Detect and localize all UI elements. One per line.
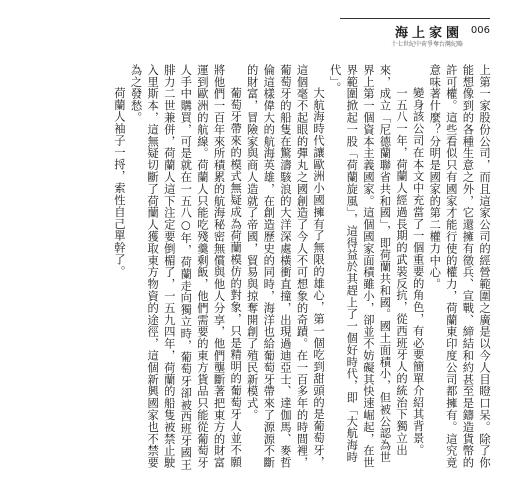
running-header: [340, 18, 490, 53]
paragraph: 大航海時代讓歐洲小國擁有了無限的雄心，第一個吃到甜頭的是葡萄牙，這個毫不起眼的彈丸之國創造了今人不可想象的奇蹟。在一百多年的時間裡，葡萄牙的船隻在驚濤駭浪的大洋深處橫衝直撞，出現過迪亞士、達伽馬、麥哲倫這樣偉大的航海英雄，在創造歷史的同時，海洋也給葡萄牙帶來了源源不斷的財富，冒險家與商人造就了帝國，貿易與掠奪開創了殖民新模式。: [245, 64, 326, 469]
book-title: 海上家園: [394, 26, 463, 41]
paragraph: 葡萄牙帶來的模式無疑成為荷蘭模仿的對象，只是精明的葡萄牙人並不願將他們一百年來所積累的航海秘密無償與他人分享，他們壟斷著把東方的財富運到歐洲的航線。荷蘭人只能吃殘羹剩飯，他們需要的東方貨品只能從葡萄牙人手中購買，可是就在一五八○年，荷蘭走向獨立時，葡萄牙卻被西班牙國王腓力二世兼併，荷蘭人這下注定要倒楣了，一五九四年，荷蘭的船隻被禁止駛入里斯本，這無疑切斷了荷蘭人獲取東方物資的途徑，這個新興國家也不禁要為之發愁。: [129, 64, 243, 471]
body-text: [22, 64, 492, 474]
page-number: 006: [470, 25, 490, 36]
paragraph: 荷蘭人袖子一捋，索性自己單幹了。: [112, 86, 126, 277]
paragraph: 變身該公司在本文中充當了一個重要的角色，有必要簡單介紹其背景。: [411, 86, 425, 456]
paragraph: 一五八一年，荷蘭人經過長期的武裝反抗，從西班牙人的統治下獨立出來，成立「尼德蘭聯省共和國」，即荷蘭共和國。國土面積小，但被公認為世界上第一個資本主義國家。這個國家面積雖小，卻並不妨礙其快速崛起，在世界範圍掀起一股「荷蘭旋風」，這得益於其趕上了一個好時代，即「大航海時代」。: [328, 64, 409, 469]
book-subtitle: 十七世紀中荷爭奪台灣紀略: [390, 41, 463, 48]
paragraph: 上第一家股份公司，而且這家公司的經營範圍之廣是以今人目瞪口呆。除了你能想像到的各種生意之外，它還擁有徵兵、宣戰、締結和約甚至是鑄造貨幣的許可權。這些看似只有國家才能行使的權力，荷蘭東印度公司都擁有。這究竟意味著什麼？分明是國家的第二權力中心。: [428, 64, 491, 469]
